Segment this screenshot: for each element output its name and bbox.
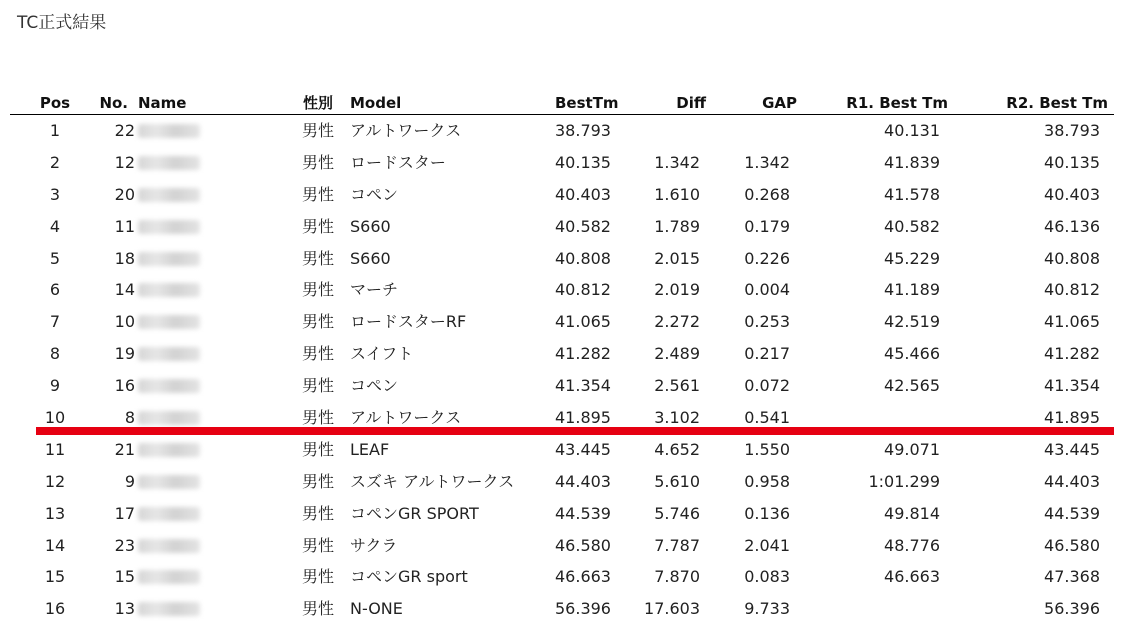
- cell-gap: 0.083: [744, 567, 790, 587]
- table-row: [10, 434, 1114, 466]
- cell-pos: 7: [49, 312, 61, 332]
- cell-no: 18: [114, 248, 135, 268]
- cell-gap: 0.958: [744, 471, 790, 491]
- cell-model: アルトワークス: [350, 121, 462, 140]
- cell-pos: 14: [44, 535, 66, 555]
- cell-name-redacted: [138, 274, 288, 306]
- cell-r1: 41.578: [884, 184, 940, 204]
- header-best: BestTm: [555, 94, 619, 112]
- blurred-name: [138, 443, 200, 457]
- cell-name-redacted: [138, 530, 288, 562]
- blurred-name: [138, 188, 200, 202]
- cell-no: 12: [114, 152, 135, 172]
- cell-no: 20: [114, 184, 135, 204]
- cell-r1: 42.565: [884, 376, 940, 396]
- cutoff-line: [36, 427, 1114, 435]
- cell-r2: 40.135: [1044, 152, 1100, 172]
- cell-diff: 1.610: [654, 184, 700, 204]
- cell-no: 15: [114, 567, 135, 587]
- cell-diff: 5.610: [654, 471, 700, 491]
- cell-sex: 男性: [301, 216, 334, 236]
- cell-name-redacted: [138, 561, 288, 593]
- cell-pos: 2: [49, 152, 61, 172]
- cell-gap: 0.226: [744, 248, 790, 268]
- cell-best: 44.539: [555, 503, 611, 523]
- cell-r1: 40.582: [884, 216, 940, 236]
- cell-gap: 9.733: [744, 599, 790, 619]
- cell-best: 40.403: [555, 184, 611, 204]
- cell-model: ロードスター: [350, 152, 446, 172]
- cell-best: 56.396: [555, 599, 611, 619]
- cell-pos: 8: [49, 344, 61, 364]
- header-model: Model: [350, 94, 402, 112]
- cell-best: 41.065: [555, 312, 611, 332]
- cell-diff: 7.787: [654, 535, 700, 555]
- cell-r2: 41.065: [1044, 312, 1100, 332]
- table-row: [10, 274, 1114, 306]
- table-row: [10, 306, 1114, 338]
- cell-diff: 5.746: [654, 503, 700, 523]
- cell-r2: 44.539: [1044, 503, 1100, 523]
- table-body: [10, 115, 1114, 625]
- cell-diff: 2.015: [654, 248, 700, 268]
- cell-diff: 1.789: [654, 216, 700, 236]
- cell-model: コペン: [350, 184, 399, 204]
- cell-model: ロードスターRF: [350, 312, 467, 332]
- cell-r1: 48.776: [884, 535, 940, 555]
- blurred-name: [138, 156, 200, 170]
- cell-pos: 12: [44, 471, 66, 491]
- cell-diff: 7.870: [654, 567, 700, 587]
- cell-gap: 0.217: [744, 344, 790, 364]
- cell-sex: 男性: [301, 535, 334, 555]
- cell-best: 44.403: [555, 471, 611, 491]
- cell-diff: 2.489: [654, 344, 700, 364]
- cell-gap: 0.179: [744, 216, 790, 236]
- blurred-name: [138, 411, 200, 425]
- cell-pos: 5: [49, 248, 61, 268]
- cell-r1: 45.229: [884, 248, 940, 268]
- cell-best: 41.895: [555, 408, 611, 428]
- cell-model: スズキ アルトワークス: [350, 471, 515, 491]
- table-row: [10, 179, 1114, 211]
- cell-r2: 41.354: [1044, 376, 1100, 396]
- header-sex: 性別: [302, 94, 333, 112]
- cell-model: LEAF: [350, 439, 390, 459]
- cell-r2: 46.580: [1044, 535, 1100, 555]
- cell-r1: 1:01.299: [868, 471, 940, 491]
- cell-r2: 40.808: [1044, 248, 1100, 268]
- cell-name-redacted: [138, 211, 288, 243]
- header-pos: Pos: [39, 94, 71, 112]
- cell-r1: 49.071: [884, 439, 940, 459]
- cell-pos: 9: [49, 376, 61, 396]
- cell-r1: 45.466: [884, 344, 940, 364]
- cell-no: 13: [114, 599, 135, 619]
- cell-no: 14: [114, 280, 135, 300]
- cell-diff: 17.603: [644, 599, 700, 619]
- cell-sex: 男性: [301, 344, 334, 364]
- blurred-name: [138, 220, 200, 234]
- blurred-name: [138, 475, 200, 489]
- cell-diff: 2.272: [654, 312, 700, 332]
- cell-best: 46.580: [555, 535, 611, 555]
- blurred-name: [138, 315, 200, 329]
- cell-model: スイフト: [350, 344, 414, 364]
- blurred-name: [138, 347, 200, 361]
- header-name: Name: [138, 94, 187, 112]
- cell-r2: 47.368: [1044, 567, 1100, 587]
- cell-no: 11: [114, 216, 135, 236]
- cell-diff: 2.019: [654, 280, 700, 300]
- cell-best: 40.135: [555, 152, 611, 172]
- cell-r1: 49.814: [884, 503, 940, 523]
- cell-model: コペンGR SPORT: [350, 503, 479, 523]
- cell-r1: 42.519: [884, 312, 940, 332]
- cell-diff: 2.561: [654, 376, 700, 396]
- page-title: TC正式結果: [17, 13, 107, 33]
- cell-r2: 56.396: [1044, 599, 1100, 619]
- table-row: [10, 243, 1114, 275]
- cell-no: 16: [114, 376, 135, 396]
- results-table: [10, 92, 1114, 625]
- blurred-name: [138, 124, 200, 138]
- blurred-name: [138, 379, 200, 393]
- table-header: [10, 92, 1114, 115]
- cell-sex: 男性: [301, 599, 334, 619]
- cell-name-redacted: [138, 434, 288, 466]
- cell-name-redacted: [138, 306, 288, 338]
- cell-no: 10: [114, 312, 135, 332]
- cell-sex: 男性: [301, 280, 334, 300]
- cell-r1: 41.189: [884, 280, 940, 300]
- cell-gap: 1.342: [744, 152, 790, 172]
- cell-pos: 16: [44, 599, 66, 619]
- cell-r2: 43.445: [1044, 439, 1100, 459]
- cell-sex: 男性: [301, 567, 334, 587]
- table-row: [10, 498, 1114, 530]
- cell-no: 17: [114, 503, 135, 523]
- cell-diff: 3.102: [654, 408, 700, 428]
- cell-pos: 11: [44, 439, 66, 459]
- blurred-name: [138, 283, 200, 297]
- cell-diff: 4.652: [654, 439, 700, 459]
- cell-model: コペン: [350, 376, 399, 396]
- cell-sex: 男性: [301, 439, 334, 459]
- cell-no: 19: [114, 344, 135, 364]
- table-row: [10, 561, 1114, 593]
- blurred-name: [138, 539, 200, 553]
- cell-sex: 男性: [301, 152, 334, 172]
- cell-model: サクラ: [350, 535, 398, 555]
- cell-model: コペンGR sport: [350, 567, 468, 587]
- cell-sex: 男性: [301, 121, 334, 140]
- cell-pos: 1: [49, 121, 61, 140]
- cell-r2: 41.895: [1044, 408, 1100, 428]
- blurred-name: [138, 507, 200, 521]
- cell-model: マーチ: [350, 280, 399, 300]
- cell-pos: 10: [44, 408, 66, 428]
- cell-name-redacted: [138, 179, 288, 211]
- cell-gap: 0.253: [744, 312, 790, 332]
- blurred-name: [138, 252, 200, 266]
- cell-model: アルトワークス: [350, 408, 462, 428]
- table-row: [10, 147, 1114, 179]
- cell-gap: 0.541: [744, 408, 790, 428]
- cell-best: 40.582: [555, 216, 611, 236]
- cell-gap: 0.268: [744, 184, 790, 204]
- cell-best: 40.812: [555, 280, 611, 300]
- cell-best: 41.282: [555, 344, 611, 364]
- table-row: [10, 593, 1114, 625]
- header-diff: Diff: [676, 94, 706, 112]
- cell-r2: 44.403: [1044, 471, 1100, 491]
- cell-pos: 3: [49, 184, 61, 204]
- table-row: [10, 466, 1114, 498]
- cell-best: 41.354: [555, 376, 611, 396]
- cell-pos: 13: [44, 503, 66, 523]
- cell-r2: 40.812: [1044, 280, 1100, 300]
- cell-r2: 38.793: [1044, 121, 1100, 140]
- header-r2: R2. Best Tm: [1006, 94, 1108, 112]
- blurred-name: [138, 602, 200, 616]
- cell-name-redacted: [138, 338, 288, 370]
- cell-pos: 4: [49, 216, 61, 236]
- table-row: [10, 115, 1114, 147]
- cell-name-redacted: [138, 593, 288, 625]
- cell-sex: 男性: [301, 471, 334, 491]
- cell-name-redacted: [138, 115, 288, 147]
- cell-gap: 0.136: [744, 503, 790, 523]
- cell-model: N-ONE: [350, 599, 403, 619]
- cell-diff: 1.342: [654, 152, 700, 172]
- cell-pos: 15: [44, 567, 66, 587]
- cell-name-redacted: [138, 243, 288, 275]
- cell-best: 40.808: [555, 248, 611, 268]
- cell-sex: 男性: [301, 312, 334, 332]
- header-r1: R1. Best Tm: [846, 94, 948, 112]
- cell-model: S660: [350, 216, 391, 236]
- cell-gap: 1.550: [744, 439, 790, 459]
- cell-gap: 0.072: [744, 376, 790, 396]
- cell-no: 9: [124, 471, 135, 491]
- cell-name-redacted: [138, 498, 288, 530]
- cell-no: 8: [124, 408, 135, 428]
- cell-sex: 男性: [301, 184, 334, 204]
- cell-best: 38.793: [555, 121, 611, 140]
- cell-r2: 41.282: [1044, 344, 1100, 364]
- cell-r2: 40.403: [1044, 184, 1100, 204]
- blurred-name: [138, 570, 200, 584]
- header-no: No.: [99, 94, 128, 112]
- table-row: [10, 211, 1114, 243]
- cell-best: 46.663: [555, 567, 611, 587]
- cell-pos: 6: [49, 280, 61, 300]
- cell-model: S660: [350, 248, 391, 268]
- cell-r1: 46.663: [884, 567, 940, 587]
- header-gap: GAP: [762, 94, 797, 112]
- cell-sex: 男性: [301, 503, 334, 523]
- cell-r1: 41.839: [884, 152, 940, 172]
- table-row: [10, 370, 1114, 402]
- cell-name-redacted: [138, 147, 288, 179]
- cell-sex: 男性: [301, 376, 334, 396]
- cell-name-redacted: [138, 466, 288, 498]
- cell-no: 22: [114, 121, 135, 140]
- cell-best: 43.445: [555, 439, 611, 459]
- table-row: [10, 338, 1114, 370]
- cell-sex: 男性: [301, 408, 334, 428]
- cell-no: 21: [114, 439, 135, 459]
- cell-name-redacted: [138, 370, 288, 402]
- cell-r2: 46.136: [1044, 216, 1100, 236]
- cell-r1: 40.131: [884, 121, 940, 140]
- cell-gap: 2.041: [744, 535, 790, 555]
- cell-no: 23: [114, 535, 135, 555]
- cell-gap: 0.004: [744, 280, 790, 300]
- cell-sex: 男性: [301, 248, 334, 268]
- table-row: [10, 530, 1114, 562]
